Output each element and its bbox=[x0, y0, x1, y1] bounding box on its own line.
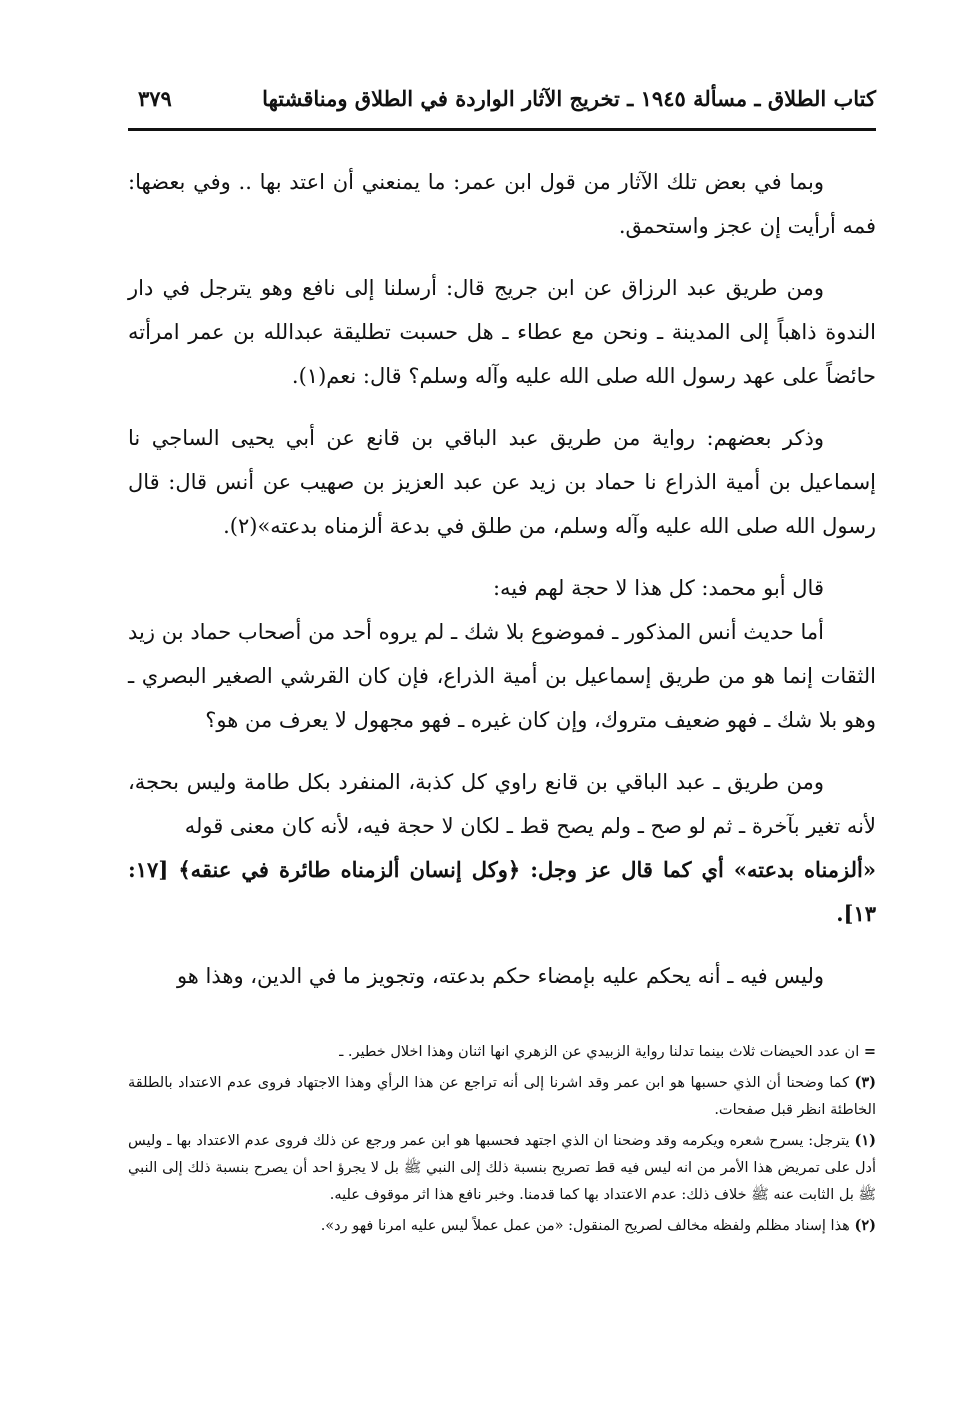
footnote bbox=[128, 1212, 876, 1240]
footnote-label: (٢) bbox=[854, 1217, 876, 1234]
footnote bbox=[128, 1038, 876, 1066]
header-title: كتاب الطلاق ـ مسألة ١٩٤٥ ـ تخريج الآثار الواردة في الطلاق ومناقشتها bbox=[262, 86, 876, 111]
quran-citation-line: «ألزمناه بدعته» أي كما قال عز وجل: ﴿وكل إنسان ألزمناه طائرة في عنقه﴾ [١٧: ١٣]. bbox=[128, 857, 876, 926]
footnote-text: كما وضحنا أن الذي حسبها هو ابن عمر وقد اشرنا إلى أنه تراجع عن هذا الرأي وهذا الاجتهاد فروى عدم الاعتداد بالطلقة الخاطئة انظر قبل صفحات. bbox=[128, 1075, 876, 1118]
paragraph: وليس فيه ـ أنه يحكم عليه بإمضاء حكم بدعته، وتجويز ما في الدين، وهذا هو bbox=[176, 964, 824, 988]
paragraph: وذكر بعضهم: رواية من طريق عبد الباقي بن قانع عن أبي يحيى الساجي نا إسماعيل بن أمية الذراع نا حماد بن زيد عن عبد العزيز بن صهيب عن أنس قال: قال رسول الله صلى الله عليه وآله وسلم، من طلق في بدعة ألزمناه بدعته»(٢). bbox=[128, 426, 876, 538]
footnote bbox=[128, 1127, 876, 1209]
page-number: ٣٧٩ bbox=[138, 86, 172, 111]
footnote-label: (٣) bbox=[854, 1074, 877, 1091]
footnote bbox=[128, 1069, 876, 1124]
main-text bbox=[128, 160, 876, 1016]
footnotes bbox=[128, 1038, 876, 1243]
footnote-text: ان عدد الحيضات ثلاث بينما تدلنا رواية الزبيدي عن الزهري انها اثنان وهذا اخلال خطير. ـ bbox=[339, 1044, 860, 1060]
footnote-label: (١) bbox=[854, 1132, 877, 1149]
paragraph: قال أبو محمد: كل هذا لا حجة لهم فيه: bbox=[492, 576, 824, 600]
paragraph: ومن طريق عبد الرزاق عن ابن جريج قال: أرسلنا إلى نافع وهو يترجل في دار الندوة ذاهباً إلى المدينة ـ ونحن مع عطاء ـ هل حسبت تطليقة عبدالله بن عمر امرأته حائضاً على عهد رسول الله صلى الله عليه وآله وسلم؟ قال: نعم(١). bbox=[128, 276, 876, 388]
footnote-text: هذا إسناد مظلم ولفظه مخالف لصريح المنقول: «من عمل عملاً ليس عليه امرنا فهو رد». bbox=[320, 1218, 850, 1234]
running-header bbox=[128, 78, 876, 122]
paragraph: أما حديث أنس المذكور ـ فموضوع بلا شك ـ لم يروه أحد من أصحاب حماد بن زيد الثقات إنما هو من طريق إسماعيل بن أمية الذراع، فإن كان القرشي الصغير البصري ـ وهو بلا شك ـ فهو ضعيف متروك، وإن كان غيره ـ فهو مجهول لا يعرف من هو؟ bbox=[128, 620, 876, 732]
footnote-label: = bbox=[863, 1043, 876, 1060]
paragraph: وبما في بعض تلك الآثار من قول ابن عمر: ما يمنعني أن اعتد بها .. وفي بعضها: فمه أرأيت إن عجز واستحمق. bbox=[128, 170, 876, 238]
paragraph: ومن طريق ـ عبد الباقي بن قانع راوي كل كذبة، المنفرد بكل طامة وليس بحجة، لأنه تغير بآخرة ـ ثم لو صح ـ ولم يصح قط ـ لكان لا حجة فيه، لأنه كان معنى قوله bbox=[128, 770, 876, 838]
header-divider bbox=[128, 128, 876, 131]
footnote-text: يترجل: يسرح شعره ويكرمه وقد وضحنا ان الذي اجتهد فحسبها هو ابن عمر ورجع عن ذلك فروى عدم الاعتداد بها ـ وليس أدل على تمريض هذا الأمر من انه ليس فيه قط تصريح بنسبة ذلك إلى النبي ﷺ بل لا يجرؤ احد أن يصرح بنسبة ذلك إلى النبي ﷺ بل الثابت عنه ﷺ خلاف ذلك: عدم الاعتداد بها كما قدمنا. وخبر نافع هذا اثر موقوف عليه. bbox=[128, 1133, 876, 1203]
